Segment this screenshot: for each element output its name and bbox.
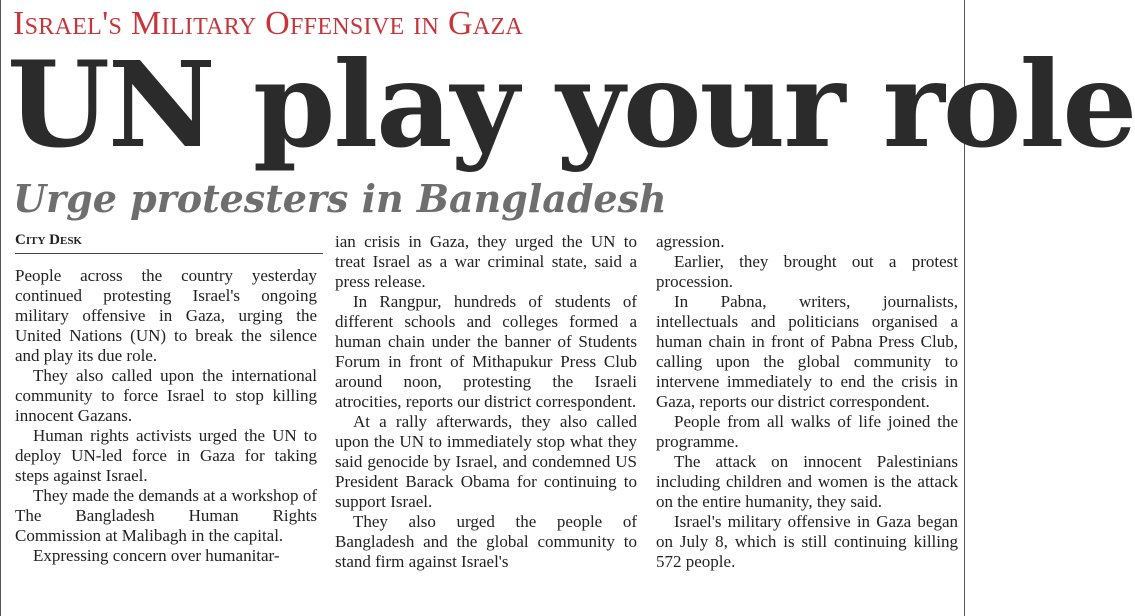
paragraph: People across the country yesterday continued protesting Israel's ongoing military offensive in Gaza, urging the United Nations (UN) to break the silence and play its due role. [15,266,317,365]
paragraph: At a rally afterwards, they also called upon the UN to immediately stop what they said genocide by Israel, and condemned US President Barack Obama for continuing to support Israel. [335,412,637,511]
paragraph: They made the demands at a workshop of The Bangladesh Human Rights Commission at Malibagh in the capital. [15,486,317,545]
paragraph: People from all walks of life joined the programme. [656,412,958,451]
paragraph: Israel's military offensive in Gaza began on July 8, which is still continuing killing 572 people. [656,512,958,571]
article-column-1 [15,266,317,566]
paragraph: agression. [656,232,725,251]
article-column-3 [656,232,958,572]
section-kicker: Israel's Military Offensive in Gaza [13,5,524,42]
paragraph: The attack on innocent Palestinians including children and women is the attack on the entire humanity, they said. [656,452,958,511]
paragraph: Expressing concern over humanitar- [33,546,280,565]
subheadline: Urge protesters in Bangladesh [13,176,667,221]
paragraph: ian crisis in Gaza, they urged the UN to treat Israel as a war criminal state, said a press release. [335,232,637,291]
paragraph: In Rangpur, hundreds of students of different schools and colleges formed a human chain under the banner of Students Forum in front of Mithapukur Press Club around noon, protesting the Israeli atrocities, reports our district correspondent. [335,292,637,411]
byline: City Desk [15,232,323,254]
paragraph: Earlier, they brought out a protest procession. [656,252,958,291]
paragraph: They also urged the people of Bangladesh and the global community to stand firm against Israel's [335,512,637,571]
headline: UN play your role [7,35,1135,174]
paragraph: They also called upon the international community to force Israel to stop killing innocent Gazans. [15,366,317,425]
article-column-2 [335,232,637,572]
paragraph: Human rights activists urged the UN to deploy UN-led force in Gaza for taking steps against Israel. [15,426,317,485]
paragraph: In Pabna, writers, journalists, intellectuals and politicians organised a human chain in front of Pabna Press Club, calling upon the global community to intervene immediately to end the crisis in Gaza, reports our district correspondent. [656,292,958,411]
